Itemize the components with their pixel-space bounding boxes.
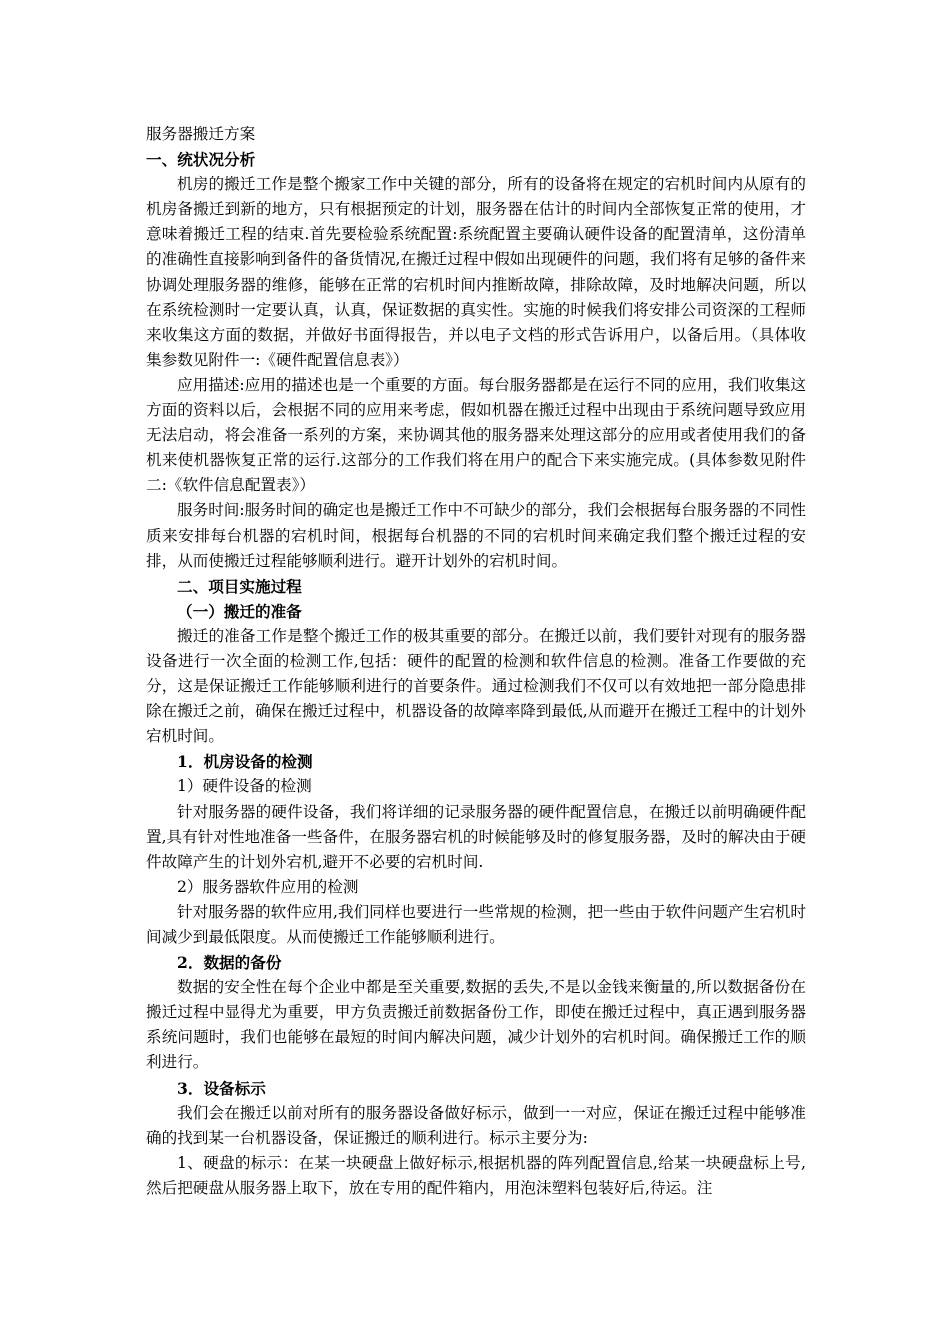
paragraph-hardware-inspection: 针对服务器的硬件设备，我们将详细的记录服务器的硬件配置信息，在搬迁以前明确硬件配置,具有针对性地准备一些备件，在服务器宕机的时候能够及时的修复服务器，及时的解决由于硬件故障产生的计划外宕机,避开不必要的宕机时间. (146, 802, 806, 871)
paragraph-application-description: 应用描述:应用的描述也是一个重要的方面。每台服务器都是在运行不同的应用，我们收集这方面的资料以后，会根据不同的应用来考虑，假如机器在搬迁过程中出现由于系统问题导致应用无法启动，将会准备一系列的方案，来协调其他的服务器来处理这部分的应用或者使用我们的备机来使机器恢复正常的运行.这部分的工作我们将在用户的配合下来实施完成。(具体参数见附件二:《软件信息配置表》） (146, 375, 807, 495)
section-heading-1: 一、统状况分析 (146, 150, 256, 170)
heading-equipment-labeling: 3．设备标示 (177, 1078, 266, 1098)
heading-data-backup: 2．数据的备份 (177, 953, 282, 973)
section-heading-2: 二、项目实施过程 (177, 576, 302, 596)
paragraph-disk-labeling: 1、硬盘的标示：在某一块硬盘上做好标示,根据机器的阵列配置信息,给某一块硬盘标上号,然后把硬盘从服务器上取下，放在专用的配件箱内，用泡沫塑料包装好后,待运。注 (146, 1153, 806, 1197)
document-body (146, 122, 806, 1201)
heading-software-inspection: 2）服务器软件应用的检测 (177, 877, 359, 896)
subsection-heading-preparation: （一）搬迁的准备 (177, 601, 302, 621)
heading-equipment-inspection: 1．机房设备的检测 (177, 752, 313, 772)
paragraph-service-time: 服务时间:服务时间的确定也是搬迁工作中不可缺少的部分，我们会根据每台服务器的不同性质来安排每台机器的宕机时间，根据每台机器的不同的宕机时间来确定我们整个搬迁过程的安排，从而使搬迁过程能够顺利进行。避开计划外的宕机时间。 (146, 501, 807, 570)
paragraph-preparation: 搬迁的准备工作是整个搬迁工作的极其重要的部分。在搬迁以前，我们要针对现有的服务器设备进行一次全面的检测工作,包括：硬件的配置的检测和软件信息的检测。准备工作要做的充分，这是保证搬迁工作能够顺利进行的首要条件。通过检测我们不仅可以有效地把一部分隐患排除在搬迁之前，确保在搬迁过程中，机器设备的故障率降到最低,从而避开在搬迁工程中的计划外宕机时间。 (146, 626, 806, 746)
paragraph-software-inspection: 针对服务器的软件应用,我们同样也要进行一些常规的检测，把一些由于软件问题产生宕机时间减少到最低限度。从而使搬迁工作能够顺利进行。 (146, 902, 806, 946)
paragraph-data-backup: 数据的安全性在每个企业中都是至关重要,数据的丢失,不是以金钱来衡量的,所以数据备份在搬迁过程中显得尤为重要，甲方负责搬迁前数据备份工作，即使在搬迁过程中，真正遇到服务器系统问题时，我们也能够在最短的时间内解决问题，减少计划外的宕机时间。确保搬迁工作的顺利进行。 (146, 978, 806, 1072)
paragraph-equipment-labeling: 我们会在搬迁以前对所有的服务器设备做好标示，做到一一对应，保证在搬迁过程中能够准确的找到某一台机器设备，保证搬迁的顺利进行。标示主要分为: (146, 1103, 806, 1147)
paragraph-system-config: 机房的搬迁工作是整个搬家工作中关键的部分，所有的设备将在规定的宕机时间内从原有的机房备搬迁到新的地方，只有根据预定的计划，服务器在估计的时间内全部恢复正常的使用，才意味着搬迁工程的结束.首先要检验系统配置:系统配置主要确认硬件设备的配置清单，这份清单的准确性直接影响到备件的备货情况,在搬迁过程中假如出现硬件的问题，我们将有足够的备件来协调处理服务器的维修，能够在正常的宕机时间内推断故障，排除故障，及时地解决问题，所以在系统检测时一定要认真，认真，保证数据的真实性。实施的时候我们将安排公司资深的工程师来收集这方面的数据，并做好书面得报告，并以电子文档的形式告诉用户，以备后用。（具体收集参数见附件一:《硬件配置信息表》） (146, 175, 806, 369)
document-title: 服务器搬迁方案 (146, 125, 256, 143)
heading-hardware-inspection: 1）硬件设备的检测 (177, 777, 312, 796)
